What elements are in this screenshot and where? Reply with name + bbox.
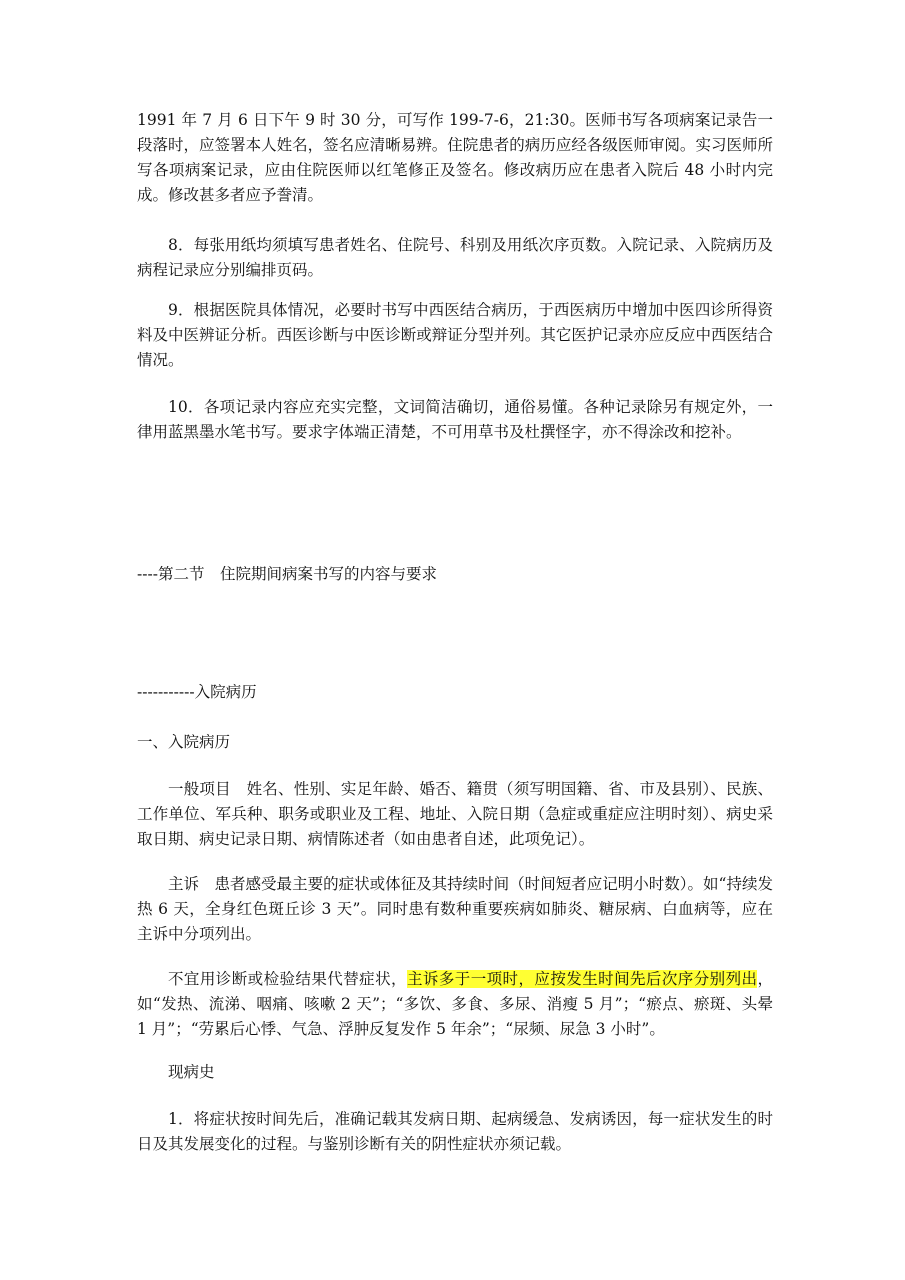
paragraph-item-9: 9．根据医院具体情况，必要时书写中西医结合病历，于西医病历中增加中医四诊所得资料及中医辨证分析。西医诊断与中医诊断或辩证分型并列。其它医护记录亦应反应中西医结合情况。 xyxy=(137,301,773,369)
section-heading: ----第二节 住院期间病案书写的内容与要求 xyxy=(137,565,437,583)
paragraph-item-8: 8．每张用纸均须填写患者姓名、住院号、科别及用纸次序页数。入院记录、入院病历及病程记录应分别编排页码。 xyxy=(137,236,773,279)
heading-admission-record: 一、入院病历 xyxy=(137,733,231,751)
paragraph-complaint-rules xyxy=(137,967,773,1042)
sub-heading-admission-record: -----------入院病历 xyxy=(137,683,257,701)
paragraph-item-10: 10．各项记录内容应充实完整，文词简洁确切，通俗易懂。各种记录除另有规定外，一律用蓝黑墨水笔书写。要求字体端正清楚，不可用草书及杜撰怪字，亦不得涂改和挖补。 xyxy=(137,398,773,441)
highlighted-text: 主诉多于一项时，应按发生时间先后次序分别列出 xyxy=(406,970,758,988)
complaint-rules-text-after: ，如“发热、流涕、咽痛、咳嗽 2 天”；“多饮、多食、多尿、消瘦 5 月”；“瘀点、瘀斑、头晕 1 月”；“劳累后心悸、气急、浮肿反复发作 5 年余”；“尿频、尿急 3 小时”。 xyxy=(137,970,773,1038)
complaint-rules-text-before: 不宜用诊断或检验结果代替症状， xyxy=(168,970,407,988)
paragraph-present-history-1: 1．将症状按时间先后，准确记载其发病日期、起病缓急、发病诱因，每一症状发生的时日及其发展变化的过程。与鉴别诊断有关的阴性症状亦须记载。 xyxy=(137,1110,773,1153)
paragraph-record-signing: 1991 年 7 月 6 日下午 9 时 30 分，可写作 199-7-6，21:30。医师书写各项病案记录告一段落时，应签署本人姓名，签名应清晰易辨。住院患者的病历应经各级医师审阅。实习医师所写各项病案记录，应由住院医师以红笔修正及签名。修改病历应在患者入院后 48 小时内完成。修改甚多者应予誊清。 xyxy=(137,111,773,204)
paragraph-general-items: 一般项目 姓名、性别、实足年龄、婚否、籍贯（须写明国籍、省、市及县别）、民族、工作单位、军兵种、职务或职业及工程、地址、入院日期（急症或重症应注明时刻）、病史采取日期、病史记录日期、病情陈述者（如由患者自述，此项免记）。 xyxy=(137,780,773,848)
present-history-label: 现病史 xyxy=(168,1063,215,1081)
paragraph-chief-complaint: 主诉 患者感受最主要的症状或体征及其持续时间（时间短者应记明小时数）。如“持续发热 6 天，全身红色斑丘诊 3 天”。同时患有数种重要疾病如肺炎、糖尿病、白血病等，应在主诉中分项列出。 xyxy=(137,875,773,943)
